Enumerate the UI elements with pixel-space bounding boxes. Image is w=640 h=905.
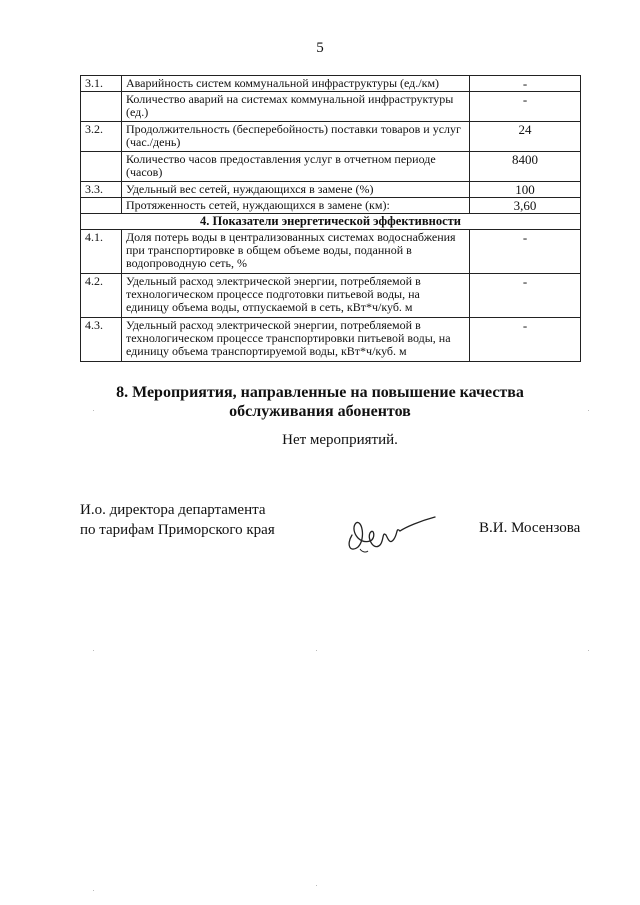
row-text: Протяженность сетей, нуждающихся в замене (км):: [122, 198, 470, 214]
section-heading: 4. Показатели энергетической эффективности: [81, 214, 581, 230]
row-text: Продолжительность (бесперебойность) поставки товаров и услуг (час./день): [122, 122, 470, 152]
table-row: [81, 76, 581, 92]
scan-speck: [588, 650, 589, 651]
row-text: Доля потерь воды в централизованных системах водоснабжения при транспортировке в общем объеме воды, поданной в водопроводную сеть, %: [122, 230, 470, 274]
row-number: 4.1.: [81, 230, 122, 274]
scan-speck: [588, 410, 589, 411]
signatory-title-line-2: по тарифам Приморского края: [80, 522, 275, 538]
row-number: 3.3.: [81, 182, 122, 198]
row-value: -: [470, 76, 581, 92]
row-value: -: [470, 230, 581, 274]
table-row: [81, 230, 581, 274]
row-number: 4.3.: [81, 318, 122, 362]
indicators-table: [80, 75, 581, 362]
scan-speck: [93, 650, 94, 651]
scan-speck: [316, 885, 317, 886]
row-number: 3.2.: [81, 122, 122, 152]
row-number: [81, 92, 122, 122]
section-8-title-line-2: обслуживания абонентов: [229, 403, 411, 420]
row-value: 100: [470, 182, 581, 198]
row-text: Удельный расход электрической энергии, потребляемой в технологическом процессе транспортировки питьевой воды, на единицу объема транспортируемой воды, кВт*ч/куб. м: [122, 318, 470, 362]
row-text: Количество аварий на системах коммунальной инфраструктуры (ед.): [122, 92, 470, 122]
table-row: [81, 274, 581, 318]
table-row: [81, 152, 581, 182]
scan-speck: [93, 410, 94, 411]
table-row: [81, 198, 581, 214]
row-text: Удельный расход электрической энергии, потребляемой в технологическом процессе подготовки питьевой воды, на единицу объема воды, отпускаемой в сеть, кВт*ч/куб. м: [122, 274, 470, 318]
signatory-title-line-1: И.о. директора департамента: [80, 502, 266, 518]
table-row: [81, 122, 581, 152]
page-number: 5: [316, 40, 324, 56]
table-row: [81, 182, 581, 198]
row-value: -: [470, 318, 581, 362]
row-number: 4.2.: [81, 274, 122, 318]
row-value: 3,60: [470, 198, 581, 214]
table-row: [81, 92, 581, 122]
table-section-row: [81, 214, 581, 230]
row-value: 8400: [470, 152, 581, 182]
no-events-text: Нет мероприятий.: [282, 432, 398, 448]
row-text: Удельный вес сетей, нуждающихся в замене (%): [122, 182, 470, 198]
scan-speck: [316, 650, 317, 651]
row-number: 3.1.: [81, 76, 122, 92]
handwritten-signature: [340, 505, 440, 555]
row-value: 24: [470, 122, 581, 152]
row-value: -: [470, 274, 581, 318]
row-number: [81, 198, 122, 214]
signatory-name: В.И. Мосензова: [479, 520, 581, 536]
row-text: Количество часов предоставления услуг в отчетном периоде (часов): [122, 152, 470, 182]
row-text: Аварийность систем коммунальной инфраструктуры (ед./км): [122, 76, 470, 92]
signatory-title: [80, 500, 275, 540]
row-number: [81, 152, 122, 182]
scan-speck: [93, 890, 94, 891]
row-value: -: [470, 92, 581, 122]
section-8-title-line-1: 8. Мероприятия, направленные на повышение качества: [116, 384, 524, 401]
section-8-title: [0, 383, 640, 421]
table-row: [81, 318, 581, 362]
